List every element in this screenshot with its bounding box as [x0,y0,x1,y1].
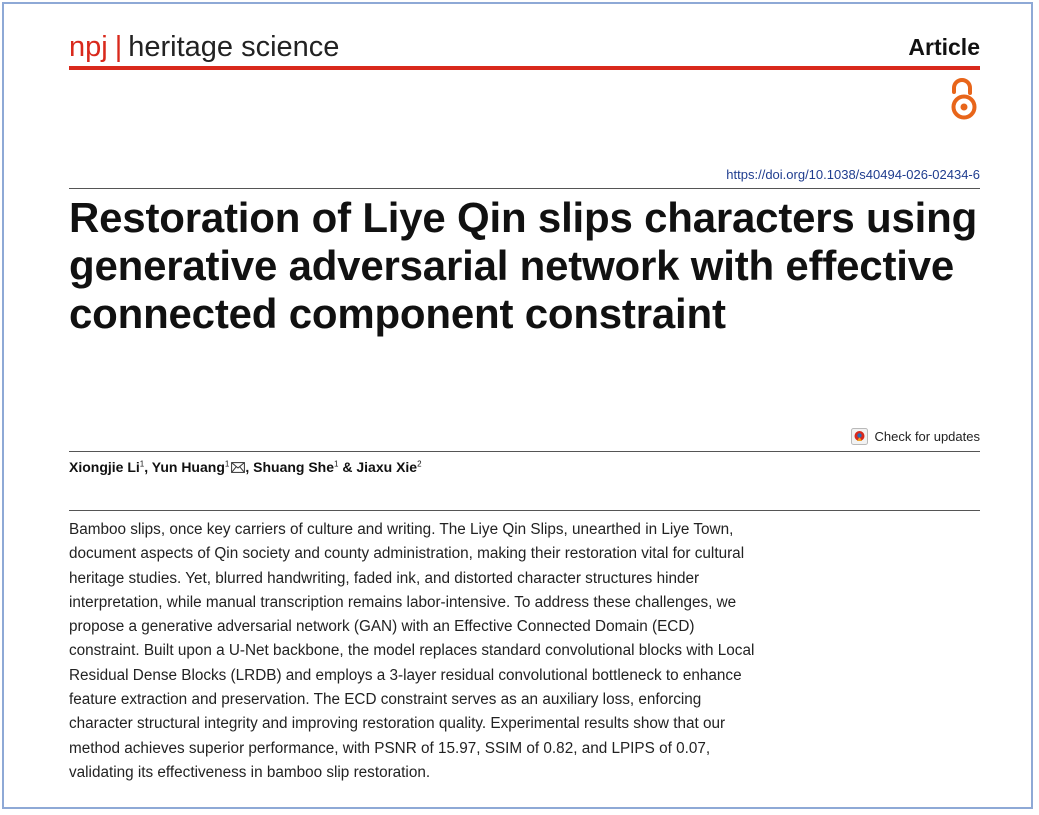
abstract-line: Residual Dense Blocks (LRDB) and employs a 3-layer residual convolutional bottleneck to enhance [69,666,742,684]
journal-prefix: npj [69,31,108,63]
author-name[interactable]: Yun Huang [151,459,225,475]
author-name[interactable]: Xiongjie Li [69,459,140,475]
check-for-updates-button[interactable] [851,426,980,446]
journal-separator: | [114,31,123,63]
article-type-label: Article [908,34,980,60]
journal-header [69,30,980,64]
abstract [69,518,844,785]
header-rule [69,66,980,70]
authors-rule-bottom [69,510,980,511]
author-affiliation: 2 [417,459,422,469]
open-access-icon[interactable] [949,78,979,122]
author-affiliation: 1 [334,459,339,469]
doi-link[interactable]: https://doi.org/10.1038/s40494-026-02434-6 [726,167,980,182]
email-icon[interactable] [231,462,245,473]
abstract-line: propose a generative adversarial network (GAN) with an Effective Connected Domain (ECD) [69,618,695,636]
check-for-updates-label: Check for updates [874,428,980,444]
author-name[interactable]: Jiaxu Xie [356,459,418,475]
author-separator: & [338,459,357,475]
abstract-line: document aspects of Qin society and county administration, making their restoration vital for cultural [69,545,745,563]
abstract-line: Bamboo slips, once key carriers of culture and writing. The Liye Qin Slips, unearthed in Liye Town, [69,521,734,538]
title-rule [69,188,980,189]
abstract-line: heritage studies. Yet, blurred handwriting, faded ink, and distorted character structures hinder [69,569,700,587]
abstract-line: constraint. Built upon a U-Net backbone, the model replaces standard convolutional blocks with Local [69,642,755,660]
abstract-line: interpretation, while manual transcription remains labor-intensive. To address these challenges, we [69,593,737,611]
authors-rule-top [69,451,980,452]
journal-title: heritage science [128,31,340,63]
abstract-line: character structural integrity and improving restoration quality. Experimental results show that our [69,715,726,733]
abstract-line: feature extraction and preservation. The ECD constraint serves as an auxiliary loss, enforcing [69,691,702,709]
author-affiliation: 1 [224,459,230,469]
author-name[interactable]: Shuang She [253,459,335,475]
abstract-line: validating its effectiveness in bamboo slip restoration. [69,763,431,781]
author-separator: , [144,459,152,475]
paper-title: Restoration of Liye Qin slips characters using generative adversarial network with effective connected component constraint [69,194,978,337]
author-affiliation: 1 [139,459,145,469]
abstract-line: method achieves superior performance, with PSNR of 15.97, SSIM of 0.82, and LPIPS of 0.07, [69,739,711,757]
journal-name[interactable] [69,30,339,64]
author-list [69,457,422,477]
check-for-updates-icon [851,428,868,445]
author-separator: , [245,459,254,475]
